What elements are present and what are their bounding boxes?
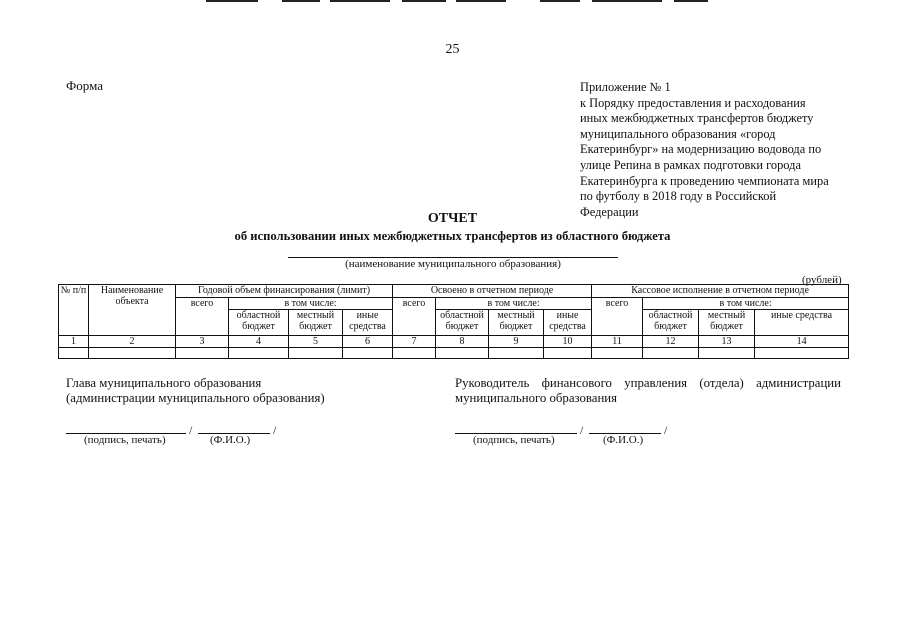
column-number-row bbox=[59, 336, 849, 348]
column-number: 6 bbox=[343, 336, 393, 348]
appendix-line: муниципального образования «город bbox=[580, 126, 776, 141]
header-including: в том числе: bbox=[436, 298, 592, 310]
column-number: 3 bbox=[176, 336, 229, 348]
appendix-line: к Порядку предоставления и расходования bbox=[580, 95, 806, 110]
header-regional-budget: областной бюджет bbox=[229, 310, 289, 336]
column-number: 4 bbox=[229, 336, 289, 348]
appendix-note bbox=[580, 80, 852, 220]
report-subtitle: об использовании иных межбюджетных трансфертов из областного бюджета bbox=[234, 229, 671, 243]
header-total: всего bbox=[393, 298, 436, 336]
appendix-line: улице Репина в рамках подготовки города bbox=[580, 157, 801, 172]
header-total: всего bbox=[176, 298, 229, 336]
appendix-line: Приложение № 1 bbox=[580, 80, 671, 94]
table-cell[interactable] bbox=[343, 348, 393, 359]
table-cell[interactable] bbox=[59, 348, 89, 359]
signature-slash: / bbox=[664, 423, 668, 437]
column-number: 8 bbox=[436, 336, 489, 348]
report-title: ОТЧЕТ bbox=[427, 211, 478, 226]
header-other-funds: иные средства bbox=[755, 310, 849, 336]
column-number: 2 bbox=[89, 336, 176, 348]
scan-edge-mark bbox=[540, 0, 580, 2]
header-annual-limit: Годовой объем финансирования (лимит) bbox=[176, 285, 393, 298]
column-number: 1 bbox=[59, 336, 89, 348]
scan-edge-mark bbox=[282, 0, 320, 2]
signatory-left bbox=[66, 376, 396, 406]
scan-edge-mark bbox=[206, 0, 258, 2]
signature-caption: (подпись, печать) bbox=[473, 434, 555, 446]
scan-edge-mark bbox=[592, 0, 662, 2]
table-cell[interactable] bbox=[436, 348, 489, 359]
signature-slash: / bbox=[189, 423, 193, 437]
municipality-name-caption: (наименование муниципального образования) bbox=[345, 258, 561, 270]
appendix-line: Екатеринбурга к проведению чемпионата мира bbox=[580, 173, 829, 188]
signatory-right bbox=[455, 376, 841, 406]
header-regional-budget: областной бюджет bbox=[436, 310, 489, 336]
report-table bbox=[58, 284, 849, 359]
table-cell[interactable] bbox=[489, 348, 544, 359]
column-number: 12 bbox=[643, 336, 699, 348]
table-row bbox=[59, 348, 849, 359]
page-number: 25 bbox=[445, 42, 460, 57]
header-local-budget: местный бюджет bbox=[289, 310, 343, 336]
signature-slash: / bbox=[580, 423, 584, 437]
form-label: Форма bbox=[66, 78, 103, 93]
column-number: 9 bbox=[489, 336, 544, 348]
appendix-line: Федерации bbox=[580, 204, 639, 219]
table-cell[interactable] bbox=[289, 348, 343, 359]
header-including: в том числе: bbox=[643, 298, 849, 310]
header-spent: Освоено в отчетном периоде bbox=[393, 285, 592, 298]
fio-caption: (Ф.И.О.) bbox=[210, 434, 251, 446]
signature-slash: / bbox=[273, 423, 277, 437]
table-cell[interactable] bbox=[592, 348, 643, 359]
appendix-line: Екатеринбург» на модернизацию водовода по bbox=[580, 142, 822, 157]
scan-edge-mark bbox=[456, 0, 506, 2]
column-number: 10 bbox=[544, 336, 592, 348]
header-local-budget: местный бюджет bbox=[489, 310, 544, 336]
header-row bbox=[59, 298, 849, 310]
signatory-left-line: (администрации муниципального образования) bbox=[66, 391, 325, 405]
signatory-right-line: муниципального образования bbox=[455, 391, 618, 405]
header-row bbox=[59, 285, 849, 298]
signatory-right-line: Руководитель финансового управления (отдела) администрации bbox=[455, 376, 841, 390]
header-regional-budget: областной бюджет bbox=[643, 310, 699, 336]
header-other-funds: иные средства bbox=[544, 310, 592, 336]
table-cell[interactable] bbox=[229, 348, 289, 359]
table-cell[interactable] bbox=[699, 348, 755, 359]
table-cell[interactable] bbox=[544, 348, 592, 359]
appendix-line: иных межбюджетных трансфертов бюджету bbox=[580, 111, 814, 126]
column-number: 11 bbox=[592, 336, 643, 348]
scan-edge-mark bbox=[674, 0, 708, 2]
column-number: 5 bbox=[289, 336, 343, 348]
header-local-budget: местный бюджет bbox=[699, 310, 755, 336]
table-cell[interactable] bbox=[643, 348, 699, 359]
currency-unit: (рублей) bbox=[802, 274, 842, 286]
table-cell[interactable] bbox=[393, 348, 436, 359]
table-cell[interactable] bbox=[89, 348, 176, 359]
header-object-name: Наименование объекта bbox=[89, 285, 176, 336]
column-number: 14 bbox=[755, 336, 849, 348]
header-cash-execution: Кассовое исполнение в отчетном периоде bbox=[592, 285, 849, 298]
header-no: № п/п bbox=[59, 285, 89, 336]
signature-caption: (подпись, печать) bbox=[84, 434, 166, 446]
header-including: в том числе: bbox=[229, 298, 393, 310]
column-number: 13 bbox=[699, 336, 755, 348]
column-number: 7 bbox=[393, 336, 436, 348]
header-other-funds: иные средства bbox=[343, 310, 393, 336]
fio-caption: (Ф.И.О.) bbox=[603, 434, 644, 446]
table-cell[interactable] bbox=[176, 348, 229, 359]
signatory-left-line: Глава муниципального образования bbox=[66, 376, 262, 390]
table-cell[interactable] bbox=[755, 348, 849, 359]
header-total: всего bbox=[592, 298, 643, 336]
scan-edge-mark bbox=[330, 0, 390, 2]
appendix-line: по футболу в 2018 году в Российской bbox=[580, 189, 777, 204]
scan-edge-mark bbox=[402, 0, 446, 2]
